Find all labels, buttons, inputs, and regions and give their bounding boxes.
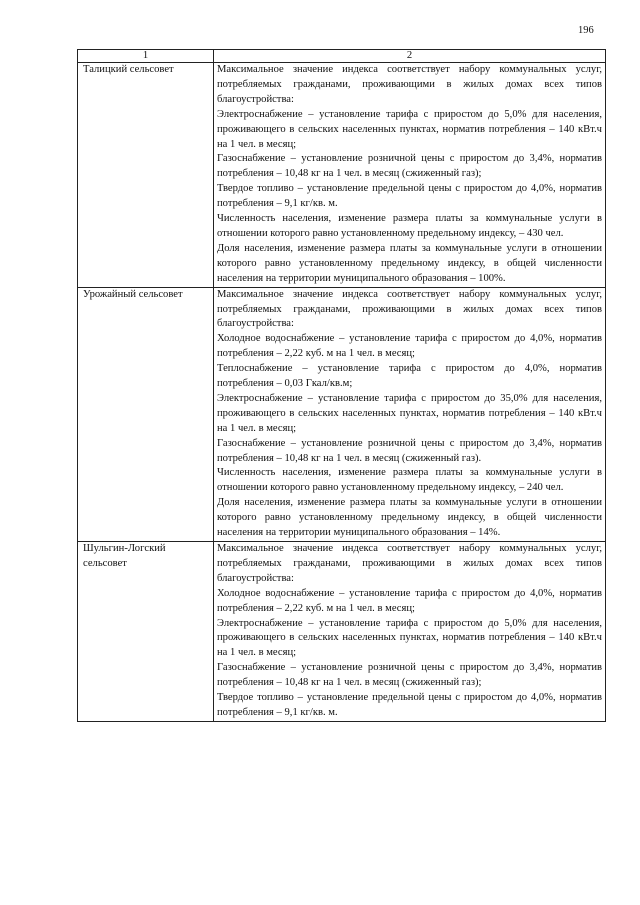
paragraph: Максимальное значение индекса соответствует набору коммунальных услуг, потребляемых гражданами, проживающими в жилых домах всех типов благоустройства:: [217, 543, 602, 584]
municipality-name: Талицкий сельсовет: [78, 63, 214, 288]
paragraph: Холодное водоснабжение – установление тарифа с приростом до 4,0%, норматив потребления – 2,22 куб. м на 1 чел. в месяц;: [217, 333, 602, 360]
description-cell: [214, 63, 606, 288]
paragraph: Максимальное значение индекса соответствует набору коммунальных услуг, потребляемых гражданами, проживающими в жилых домах всех типов благоустройства:: [217, 288, 602, 330]
paragraph: Численность населения, изменение размера платы за коммунальные услуги в отношении которого равно установленному предельному индексу, – 430 чел.: [217, 213, 602, 239]
paragraph: Теплоснабжение – установление тарифа с приростом до 4,0%, норматив потребления – 0,03 Гкал/кв.м;: [217, 363, 602, 390]
municipality-name: Шульгин-Логский сельсовет: [78, 542, 214, 722]
paragraph: Газоснабжение – установление розничной цены с приростом до 3,4%, норматив потребления – 10,48 кг на 1 чел. в месяц (сжиженный газ).: [217, 437, 602, 464]
paragraph: Доля населения, изменение размера платы за коммунальные услуги в отношении которого равно установленному предельному индексу, в общей численности населения на территории муниципального образования – 14%.: [217, 497, 602, 539]
paragraph: Электроснабжение – установление тарифа с приростом до 5,0% для населения, проживающего в сельских населенных пунктах, норматив потребления – 140 кВт.ч на 1 чел. в месяц;: [217, 617, 602, 659]
paragraph: Твердое топливо – установление предельной цены с приростом до 4,0%, норматив потребления – 9,1 кг/кв. м.: [217, 183, 602, 210]
paragraph: Численность населения, изменение размера платы за коммунальные услуги в отношении которого равно установленному предельному индексу, – 240 чел.: [217, 467, 602, 494]
page-number: 196: [578, 25, 594, 36]
document-table: [77, 49, 606, 722]
paragraph: Доля населения, изменение размера платы за коммунальные услуги в отношении которого равно установленному предельному индексу, в общей численности населения на территории муниципального образования – 100%.: [217, 242, 602, 284]
paragraph: Твердое топливо – установление предельной цены с приростом до 4,0%, норматив потребления – 9,1 кг/кв. м.: [217, 692, 602, 718]
description-cell: [214, 287, 606, 541]
column-header-2: 2: [214, 50, 606, 63]
municipality-name: Урожайный сельсовет: [78, 287, 214, 541]
table-row: [78, 63, 606, 288]
paragraph: Максимальное значение индекса соответствует набору коммунальных услуг, потребляемых гражданами, проживающими в жилых домах всех типов благоустройства:: [217, 64, 602, 105]
paragraph: Газоснабжение – установление розничной цены с приростом до 3,4%, норматив потребления – 10,48 кг на 1 чел. в месяц (сжиженный газ);: [217, 662, 602, 689]
paragraph: Холодное водоснабжение – установление тарифа с приростом до 4,0%, норматив потребления – 2,22 куб. м на 1 чел. в месяц;: [217, 587, 602, 614]
column-header-1: 1: [78, 50, 214, 63]
paragraph: Газоснабжение – установление розничной цены с приростом до 3,4%, норматив потребления – 10,48 кг на 1 чел. в месяц (сжиженный газ);: [217, 153, 602, 180]
table-header-row: [78, 50, 606, 63]
paragraph: Электроснабжение – установление тарифа с приростом до 35,0% для населения, проживающего в сельских населенных пунктах, норматив потребления – 140 кВт.ч на 1 чел. в месяц;: [217, 392, 602, 434]
paragraph: Электроснабжение – установление тарифа с приростом до 5,0% для населения, проживающего в сельских населенных пунктах, норматив потребления – 140 кВт.ч на 1 чел. в месяц;: [217, 108, 602, 150]
description-cell: [214, 542, 606, 722]
table-row: [78, 287, 606, 541]
table-row: [78, 542, 606, 722]
